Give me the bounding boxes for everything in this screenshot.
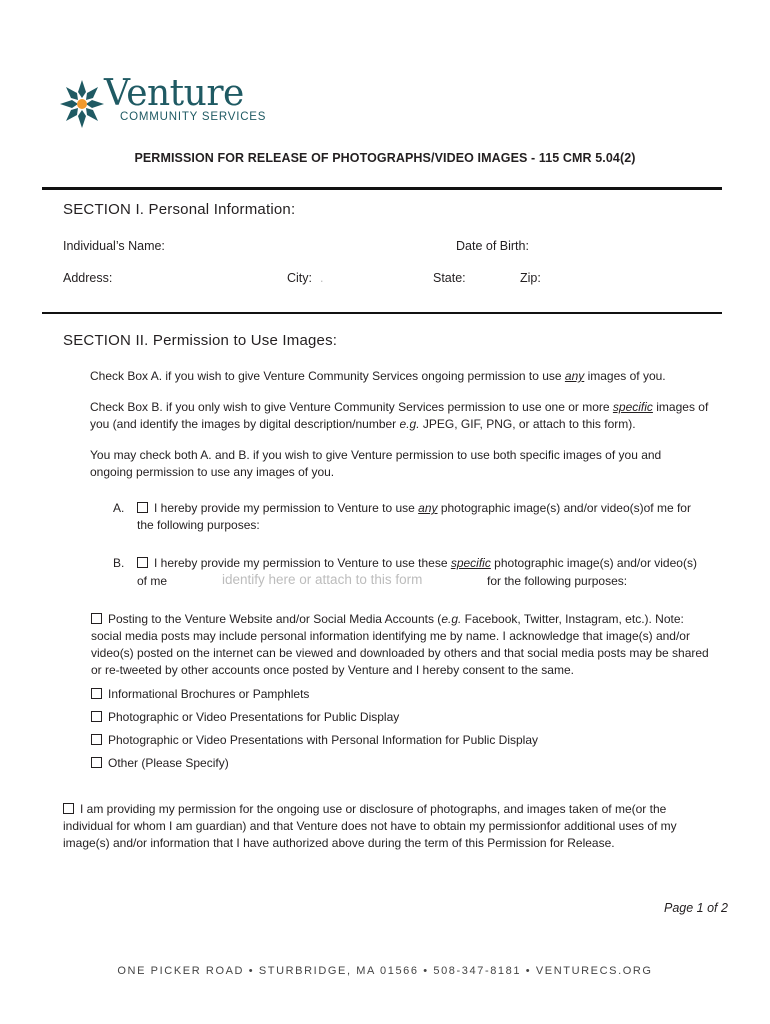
purpose-presentations: Photographic or Video Presentations for Public Display [91,709,399,726]
state-label: State: [433,271,466,285]
city-field[interactable]: . [320,271,324,285]
form-title: PERMISSION FOR RELEASE OF PHOTOGRAPHS/VIDEO IMAGES - 115 CMR 5.04(2) [134,151,636,165]
name-label: Individual’s Name: [63,239,165,253]
option-a-text: I hereby provide my permission to Venture to use any photographic image(s) and/or video(s)of me for the following purposes: [137,501,691,532]
option-b-text: I hereby provide my permission to Venture to use these specific photographic image(s) and/or video(s) [137,555,727,572]
purpose-brochures: Informational Brochures or Pamphlets [91,686,309,703]
purpose-brochures-checkbox[interactable] [91,688,102,699]
divider [42,312,722,314]
dob-label: Date of Birth: [456,239,529,253]
city-label: City: [287,271,312,285]
option-a-checkbox[interactable] [137,502,148,513]
option-a-letter: A. [113,501,125,515]
purpose-website-checkbox[interactable] [91,613,102,624]
option-b-checkbox[interactable] [137,557,148,568]
ongoing-consent: I am providing my permission for the ongoing use or disclosure of photographs, and images taken of me(or the individual for whom I am guardian) and that Venture does not have to obtain my permissionfor additional uses of my image(s) and/or information that I have authorized above during the term of this Permission for Release. [63,802,677,850]
section-2-heading: SECTION II. Permission to Use Images: [63,332,338,349]
instruction-both: You may check both A. and B. if you wish to give Venture permission to use both specific images of you and ongoing permission to use any images of you. [90,448,662,479]
option-b-of-me: of me [137,574,168,588]
purpose-presentations-checkbox[interactable] [91,711,102,722]
purpose-other: Other (Please Specify) [91,755,229,772]
ongoing-consent-checkbox[interactable] [63,803,74,814]
specific-images-field[interactable]: identify here or attach to this form [222,572,423,587]
option-b-purposes: for the following purposes: [487,574,628,588]
purpose-website-social: Posting to the Venture Website and/or Social Media Accounts (e.g. Facebook, Twitter, Instagram, etc.). Note: social media posts may include personal information identifying me by name. I acknowledge that image(s) and/or video(s) posted on the internet can be viewed and downloaded by others and that social media posts may be shared or re-tweeted by other accounts once posted by Venture and I hereby consent to the same. [91,612,709,677]
section-1-heading: SECTION I. Personal Information: [63,201,296,218]
page-number: Page 1 of 2 [664,901,728,915]
venture-logo-icon [58,78,106,130]
purpose-presentations-personal: Photographic or Video Presentations with Personal Information for Public Display [91,732,538,749]
divider [42,187,722,190]
logo-wordmark: Venture [104,73,244,114]
footer-address: ONE PICKER ROAD • STURBRIDGE, MA 01566 • 508-347-8181 • VENTURECS.ORG [117,965,653,977]
logo-subtitle: COMMUNITY SERVICES [120,111,267,123]
purpose-presentations-personal-checkbox[interactable] [91,734,102,745]
option-b-letter: B. [113,556,125,570]
purpose-other-checkbox[interactable] [91,757,102,768]
address-label: Address: [63,271,113,285]
instruction-a: Check Box A. if you wish to give Venture Community Services ongoing permission to use any images of you. [90,369,666,383]
instruction-b: Check Box B. if you only wish to give Venture Community Services permission to use one or more specific images of you (and identify the images by digital description/number e.g. JPEG, GIF, PNG, or attach to this form). [90,400,709,431]
zip-label: Zip: [520,271,541,285]
